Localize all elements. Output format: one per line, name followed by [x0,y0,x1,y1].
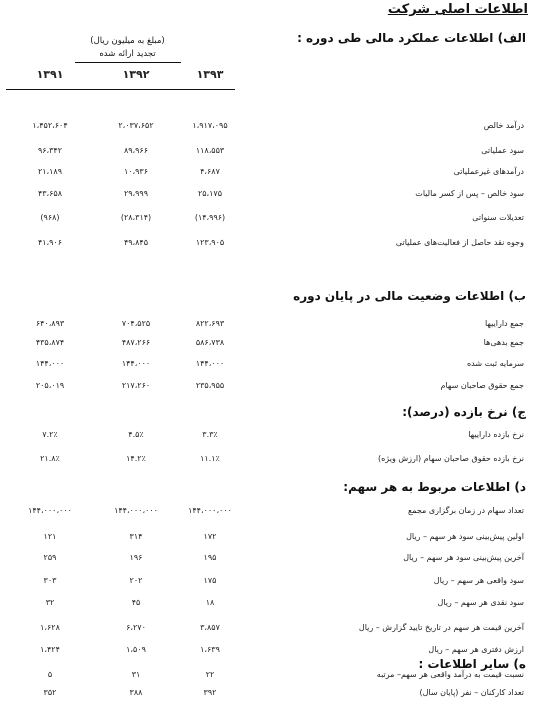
cell-value-y1393: ۴،۶۸۷ [200,167,220,176]
row-label: نرخ بازده حقوق صاحبان سهام (ارزش ویژه) [377,454,524,463]
section-title: ب) اطلاعات وضعیت مالی در پایان دوره [293,289,526,303]
row-label: نسبت قیمت به درآمد واقعی هر سهم– مرتبه [376,670,524,679]
row-label: تعدیلات سنواتی [472,213,524,222]
cell-value-y1393: ۲۵،۱۷۵ [197,189,223,198]
row-label: نرخ بازده داراییها [468,430,524,439]
row-label: آخرین قیمت هر سهم در تاریخ تایید گزارش – ریال [358,623,524,632]
cell-value-y1392: ۱۴۴،۰۰۰،۰۰۰ [114,506,158,515]
cell-value-y1392: ۱۹۶ [129,553,143,562]
cell-value-y1392: ۲،۰۳۷،۶۵۲ [118,121,154,130]
cell-value-y1392: ۲۰۲ [129,576,143,585]
cell-value-y1393: ۳،۸۵۷ [200,623,220,632]
row-label: درآمد خالص [483,121,524,130]
row-label: جمع داراییها [484,319,524,328]
row-label: تعداد سهام در زمان برگزاری مجمع [408,506,524,515]
section-title: ه) سایر اطلاعات : [418,657,526,671]
cell-value-y1393: ۱۹۵ [203,553,217,562]
cell-value-y1391: ۴۳۵،۸۷۴ [35,338,65,347]
row-label: جمع بدهی‌ها [483,338,524,347]
cell-value-y1391: ۱۲۱ [43,532,57,541]
cell-value-y1392: ۱۰،۹۳۶ [123,167,149,176]
cell-value-y1393: ۱۸ [205,598,215,607]
cell-value-y1391: ۴۳،۶۵۸ [37,189,63,198]
cell-value-y1392: ۴۹،۸۴۵ [123,238,149,247]
cell-value-y1391: ۲۰۵،۰۱۹ [35,381,65,390]
cell-value-y1391: ۶۴۰،۸۹۳ [35,319,65,328]
cell-value-y1392: ۲۹،۹۹۹ [123,189,149,198]
row-label: تعداد کارکنان – نفر (پایان سال) [419,688,524,697]
cell-value-y1393: ۱،۹۱۷،۰۹۵ [192,121,228,130]
cell-value-y1393: ۳۹۲ [203,688,217,697]
cell-value-y1392: ۸۹،۹۶۶ [123,146,149,155]
cell-value-y1392: ۴۸۷،۲۶۶ [121,338,151,347]
cell-value-y1393: (۱۴،۹۹۶) [194,213,226,222]
cell-value-y1392: ۱۴.۲٪ [126,454,146,463]
row-label: سرمایه ثبت شده [466,359,524,368]
cell-value-y1393: ۱،۶۳۹ [200,645,220,654]
cell-value-y1391: ۳۵۲ [43,688,57,697]
cell-value-y1391: ۲۵۹ [43,553,57,562]
cell-value-y1392: ۳۱ [131,670,141,679]
row-label: آخرین پیش‌بینی سود هر سهم – ریال [403,553,524,562]
cell-value-y1393: ۱۲۳،۹۰۵ [195,238,225,247]
cell-value-y1393: ۱۱۸،۵۵۳ [195,146,225,155]
restated-note: تجدید ارائه شده [99,49,156,59]
note-rule [75,62,181,63]
cell-value-y1391: (۹۶۸) [40,213,60,222]
cell-value-y1391: ۱،۴۲۴ [40,645,60,654]
row-label: سود خالص – پس از کسر مالیات [415,189,524,198]
header-rule [6,89,235,90]
cell-value-y1393: ۸۲۲،۶۹۳ [195,319,225,328]
cell-value-y1392: ۴.۵٪ [128,430,144,439]
row-label: ارزش دفتری هر سهم – ریال [428,645,524,654]
cell-value-y1392: ۶،۲۷۰ [126,623,146,632]
units-note: (مبلغ به میلیون ریال) [90,36,165,46]
row-label: وجوه نقد حاصل از فعالیت‌های عملیاتی [395,238,524,247]
cell-value-y1392: ۱۴۴،۰۰۰ [121,359,151,368]
cell-value-y1391: ۲۱.۸٪ [40,454,60,463]
cell-value-y1391: ۷.۲٪ [42,430,58,439]
row-label: سود عملیاتی [481,146,524,155]
cell-value-y1391: ۱،۶۲۸ [40,623,60,632]
cell-value-y1392: ۷۰۴،۵۲۵ [121,319,151,328]
cell-value-y1391: ۹۶،۳۴۲ [37,146,63,155]
section-title: ج) نرخ بازده (درصد): [402,405,526,419]
year-header-1391: ۱۳۹۱ [36,68,64,81]
section-title: د) اطلاعات مربوط به هر سهم: [343,480,526,494]
cell-value-y1393: ۱۴۴،۰۰۰،۰۰۰ [188,506,232,515]
year-header-1393: ۱۳۹۳ [196,68,224,81]
cell-value-y1393: ۱۴۴،۰۰۰ [195,359,225,368]
cell-value-y1391: ۱۴۴،۰۰۰،۰۰۰ [28,506,72,515]
cell-value-y1393: ۲۳۵،۹۵۵ [195,381,225,390]
cell-value-y1392: (۲۸،۳۱۴) [120,213,152,222]
cell-value-y1393: ۱۱.۱٪ [200,454,220,463]
row-label: سود نقدی هر سهم – ریال [437,598,524,607]
cell-value-y1392: ۲۱۷،۲۶۰ [121,381,151,390]
cell-value-y1391: ۵ [47,670,53,679]
cell-value-y1391: ۴۱،۹۰۶ [37,238,63,247]
cell-value-y1391: ۳۲ [45,598,55,607]
cell-value-y1391: ۲۱،۱۸۹ [37,167,63,176]
row-label: اولین پیش‌بینی سود هر سهم – ریال [406,532,524,541]
cell-value-y1393: ۲۲ [205,670,215,679]
page-title: اطلاعات اصلی شرکت [387,2,528,17]
cell-value-y1393: ۱۷۵ [203,576,217,585]
row-label: سود واقعی هر سهم – ریال [433,576,524,585]
cell-value-y1393: ۵۸۶،۷۳۸ [195,338,225,347]
cell-value-y1392: ۳۸۸ [129,688,143,697]
cell-value-y1392: ۳۱۴ [129,532,143,541]
cell-value-y1393: ۱۷۲ [203,532,217,541]
section-title: الف) اطلاعات عملکرد مالی طی دوره : [297,31,526,45]
row-label: درآمدهای غیرعملیاتی [453,167,524,176]
cell-value-y1392: ۱،۵۰۹ [126,645,146,654]
cell-value-y1391: ۱،۴۵۲،۶۰۴ [32,121,68,130]
cell-value-y1393: ۳.۳٪ [202,430,218,439]
cell-value-y1392: ۴۵ [131,598,141,607]
row-label: جمع حقوق صاحبان سهام [440,381,524,390]
year-header-1392: ۱۳۹۲ [122,68,150,81]
cell-value-y1391: ۱۴۴،۰۰۰ [35,359,65,368]
cell-value-y1391: ۳۰۳ [43,576,57,585]
